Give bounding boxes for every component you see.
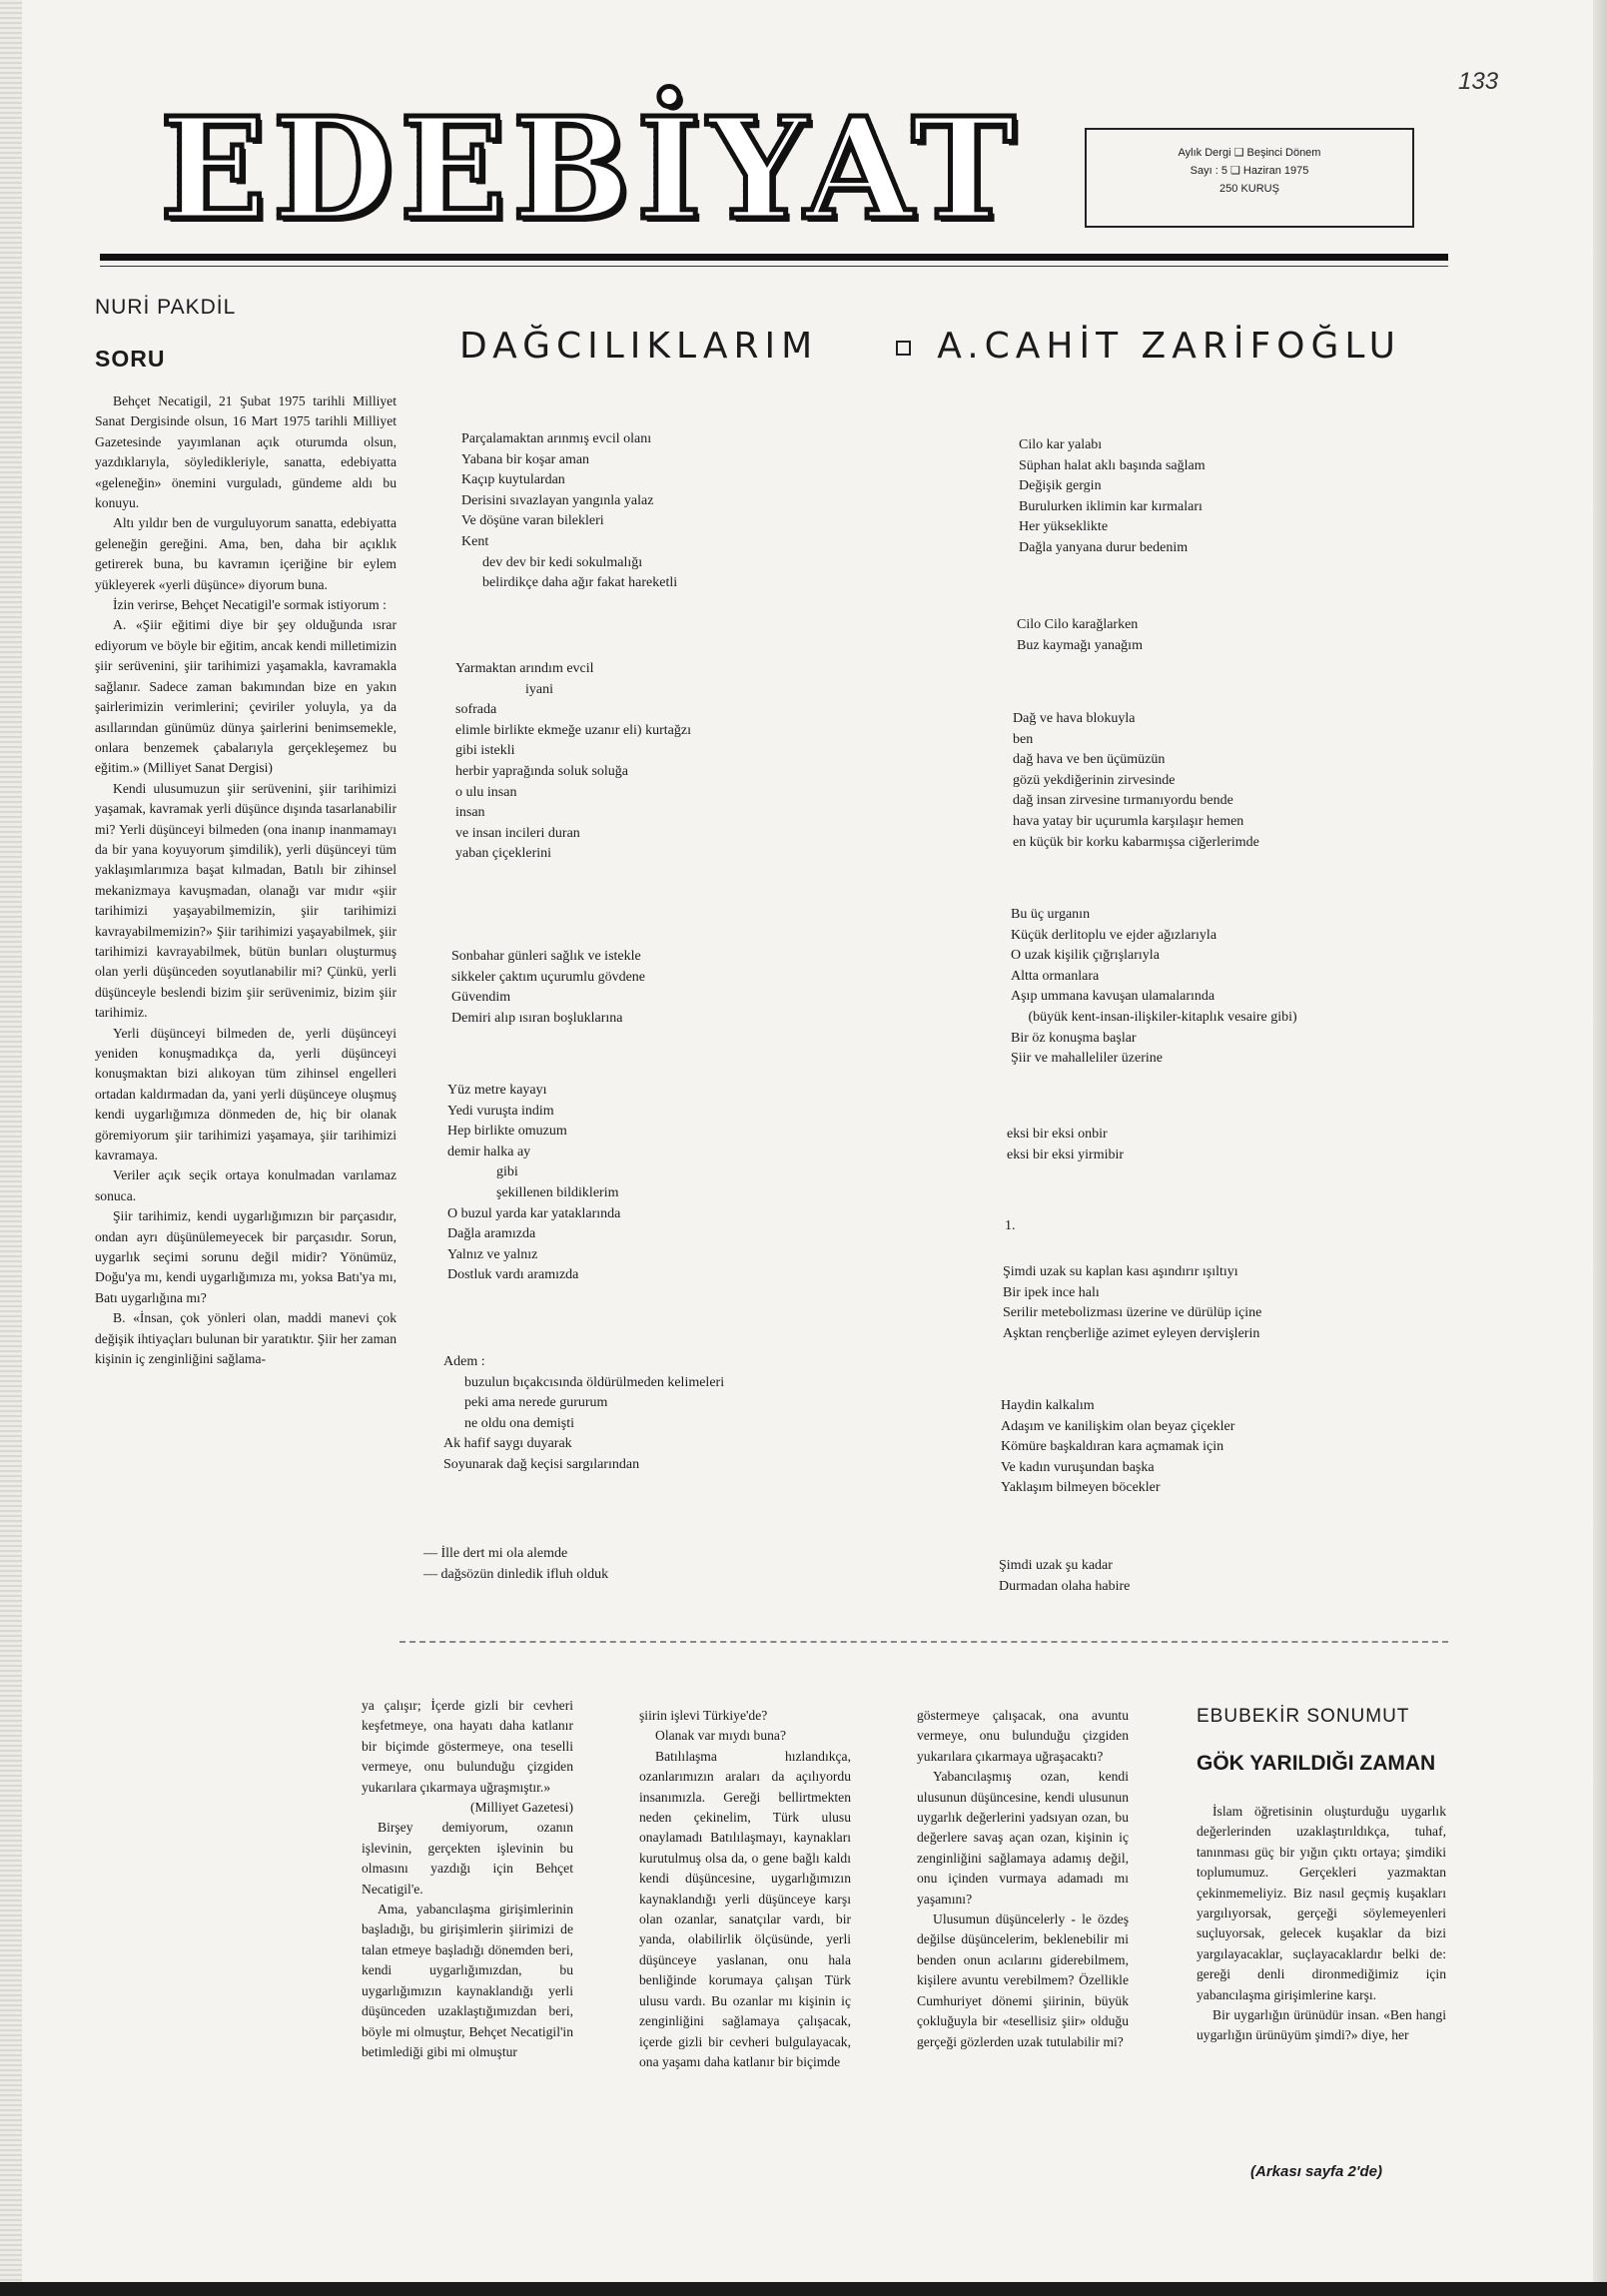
poem-stanza: — İlle dert mi ola alemde — dağsözün dinledik ifluh olduk <box>423 1546 609 1582</box>
right-article-author: EBUBEKİR SONUMUT <box>1197 1706 1410 1727</box>
page-edge-bottom <box>0 2282 1607 2296</box>
poem-stanza: Parçalamaktan arınmış evcil olanı Yabana bir koşar aman Kaçıp kuytulardan Derisini sıvazlayan yangınla yalaz Ve döşüne varan bilekleri Kent dev dev bir kedi sokulmalığı belirdikçe daha ağır fakat hareketli <box>461 431 678 591</box>
page-number: 133 <box>1458 68 1499 95</box>
paragraph: Yerli düşünceyi bilmeden de, yerli düşünceyi yeniden konuşmadıkça da, yerli düşünceyi konuşmaktan bizi alıkoyan tüm zihinsel engelleri ortadan kaldırmadan da, yani yerli düşünceye oluşmuş kendi uygarlığımıza dönmeden de, hiç bir olanak göremiyorum şiir tarihimizi yaşamaya, şiir tarihimizi kavramaya. <box>95 1025 397 1163</box>
right-article-title: GÖK YARILDIĞI ZAMAN <box>1197 1752 1436 1775</box>
paragraph: göstermeye çalışacak, ona avuntu vermeye, onu bulunduğu çizgiden yukarılara çıkarmaya uğraşacaktı? <box>917 1708 1129 1764</box>
issue-info-line: 250 KURUŞ <box>1219 183 1279 195</box>
poem-stanza: Şimdi uzak şu kadar Durmadan olaha habire <box>999 1558 1131 1594</box>
poem-author: A.CAHİT ZARİFOĞLU <box>937 326 1402 367</box>
poem-stanza: Cilo kar yalabı Süphan halat aklı başında sağlam Değişik gergin Burulurken iklimin kar kırmaları Her yükseklikte Dağla yanyana durur bedenim <box>1019 437 1205 555</box>
poem-stanza: eksi bir eksi onbir eksi bir eksi yirmibir <box>1007 1127 1125 1162</box>
poem-title: DAĞCILIKLARIM <box>459 326 819 367</box>
issue-info-box <box>1085 128 1414 228</box>
poem-stanza: Bu üç urganın Küçük derlitoplu ve ejder ağızlarıyla O uzak kişilik çığrışlarıyla Altta ormanlara Aşıp ummana kavuşan ulamalarında (büyük kent-insan-ilişkiler-kitaplık vesaire gibi) Bir öz konuşma başlar Şiir ve mahalleliler üzerine <box>1011 907 1297 1067</box>
bottom-column-2 <box>639 1706 851 2072</box>
poem-stanza: Cilo Cilo karağlarken Buz kaymağı yanağım <box>1017 617 1143 653</box>
paragraph: şiirin işlevi Türkiye'de? <box>639 1708 768 1723</box>
masthead: EDEBİYAT <box>160 88 1022 252</box>
paragraph: Şiir tarihimiz, kendi uygarlığımızın bir parçasıdır, ondan ayrı düşünülemeyecek bir parçasıdır. Sorun, uygarlık seçimi sorunu değil midir? Yönümüz, Doğu'ya mı, kendi uygarlığımıza mı, yoksa Batı'ya mı, Batı uygarlığına mı? <box>95 1208 397 1305</box>
header-rule <box>100 254 1448 261</box>
poem-stanza: Dağ ve hava blokuyla ben dağ hava ve ben üçümüzün gözü yekdiğerinin zirvesinde dağ insan zirvesine tırmanıyordu bende hava yatay bir uçurumla karşılaşır hemen en küçük bir korku kabarmışsa ciğerlerimde <box>1013 711 1259 850</box>
source-note: (Milliyet Gazetesi) <box>469 1800 573 1816</box>
continued-note: (Arkası sayfa 2'de) <box>1250 2163 1382 2180</box>
paragraph: ya çalışır; İçerde gizli bir cevheri keşfetmeye, ona hayatı daha katlanır bir biçimde göstermeye, ona teselli vermeye, onu bulunduğu çizgiden yukarılara çıkarmaya uğraşmıştır.» <box>362 1698 573 1795</box>
paragraph: Olanak var mıydı buna? <box>655 1728 786 1744</box>
header-rule-thin <box>100 266 1448 267</box>
page-edge-left <box>0 0 22 2296</box>
poem-stanza: Sonbahar günleri sağlık ve istekle sikkeler çaktım uçurumlu gövdene Güvendim Demiri alıp ısıran boşluklarına <box>451 949 645 1026</box>
bottom-column-4 <box>1197 1802 1446 2046</box>
poem-heading <box>459 326 1401 367</box>
paragraph: İzin verirse, Behçet Necatigil'e sormak istiyorum : <box>113 597 387 613</box>
bottom-column-3 <box>917 1706 1129 2052</box>
paragraph: Batılılaşma hızlandıkça, ozanlarımızın araları da açılıyordu insanımızla. Gereği bellirtmekten neden çekinelim, Türk ulusu onaylamadı Batılılaşmayı, kaynakları kurutulmuş olsa da, o gene bağlı kaldı kendi düşüncesine, uygarlığımızın kaynaklandığı yerli düşünceye karşı olan ozanlar, sanatçılar vardı, bir yanda, olabilirlik ölçüsünde, yerli düşünceye yaslanan, onu hala benliğinde korumaya çalışan Türk ulusu vardı. Bu ozanlar mı kişinin iç zenginliğini sağlamaya çalışacak, içerde gizli bir cevheri bulgulayacak, ona yaşamı daha katlanır bir biçimde <box>639 1748 851 2069</box>
paragraph: Veriler açık seçik ortaya konulmadan varılamaz sonuca. <box>95 1167 397 1203</box>
left-article-body <box>95 391 397 1370</box>
paragraph: Bir uygarlığın ürünüdür insan. «Ben hangi uygarlığın ürünüyüm şimdi?» diye, her <box>1197 2007 1446 2043</box>
paragraph: A. «Şiir eğitimi diye bir şey olduğunda ısrar ediyorum ve böyle bir eğitim, ancak kendi milletimizin şiir serüvenini, şiir tarihimizi yaşamakla, kavramakla sağlanır. Sadece zaman bakımından bize en yakın şairlerimizin verimlerini; çeviriler yoluyla, ya da asıllarından günümüz dünya şairlerini benimsemekle, onlara benzemek çabalarıyla gerçekleşemez bu eğitim.» (Milliyet Sanat Dergisi) <box>95 617 397 776</box>
issue-info-line: Sayı : 5 ❑ Haziran 1975 <box>1190 165 1309 177</box>
paragraph: Yabancılaşmış ozan, kendi ulusunun düşüncesine, kendi ulusunun uygarlık değerlerini yadsıyan ozan, bu değerlere savaş açan ozan, kişinin iç zenginliğini sağlamaya adamış değil, onu içinden vurmaya adamadı mı yaşamını? <box>917 1769 1129 1907</box>
paragraph: Altı yıldır ben de vurguluyorum sanatta, edebiyatta geleneğin gereğini. Ama, ben, daha bir açıklık getirerek buna, bu kavramın içeriğine bir eylem yükleyerek «yerli düşünce» diyorum buna. <box>95 515 397 592</box>
paragraph: Behçet Necatigil, 21 Şubat 1975 tarihli Milliyet Sanat Dergisinde olsun, 16 Mart 1975 tarihli Milliyet Gazetesinde yayımlanan açık oturumda olsun, yazdıklarıyla, söyledikleriyle, sanatta, edebiyatta «geleneğin» önemini vurguladı, gündeme aldı bu konuyu. <box>95 393 397 511</box>
issue-info-line: Aylık Dergi ❑ Beşinci Dönem <box>1178 147 1321 159</box>
poem-stanza: Yüz metre kayayı Yedi vuruşta indim Hep birlikte omuzum demir halka ay gibi şekillenen bildiklerim O buzul yarda kar yataklarında Dağla aramızda Yalnız ve yalnız Dostluk vardı aramızda <box>447 1083 621 1283</box>
left-article-author: NURİ PAKDİL <box>95 296 237 319</box>
title-separator-box <box>896 341 911 356</box>
poem-stanza: 1. <box>1005 1218 1016 1233</box>
paragraph: Ulusumun düşüncelerly - le özdeş değilse düşüncelerim, beklenebilir mi benden onun acılarını giderebilmem, kişilere avuntu verebilmem? Özellikle Cumhuriyet dönemi şiirinin, büyük çokluğuyla bir «tesellisiz şiir» olduğu gerçeği gözlerden uzak tutulabilir mi? <box>917 1912 1129 2049</box>
poem-stanza: Yarmaktan arındım evcil iyani sofrada elimle birlikte ekmeğe uzanır eli) kurtağzı gibi istekli herbir yaprağında soluk soluğa o ulu insan insan ve insan incileri duran yaban çiçeklerini <box>455 661 691 862</box>
section-divider <box>400 1641 1448 1643</box>
paragraph: İslam öğretisinin oluşturduğu uygarlık değerlerinden uzaklaştırıldıkça, tuhaf, tanınması güç bir yığın çıktı ortaya; şimdiki toplumumuz. Gerçekleri yazmaktan çekinmemeliyiz. Biz nasıl geçmiş kuşakları yargılıyorsak, gerçeği söylemeyenleri suçluyorsak, gelecek kuşaklar da bizi yargılayacaklar, suçlayacaklardır belki de: gereği denli dironmediğimiz için yabancılaşma girişimlerine karşı. <box>1197 1804 1446 2002</box>
paragraph: Kendi ulusumuzun şiir serüvenini, şiir tarihimizi yaşamak, kavramak yerli düşünce dışında tasarlanabilir mi? Yerli düşünceyi bilmeden (ona inanıp inanmamayı da bir yana koyuyorum şimdilik), yerli düşünceyi tüm yaklaşımlarımıza başat kılmadan, Batılı bir zihinsel mekanizmaya kavuşmadan, olanağı var mıdır «şiir tarihimizi yaşayabilmemizin, şiir tarihimizi kavrayabilmemizin?» Şiir tarihimizi yaşayabilmek, şiir tarihimizi kavrayabilmek, bütün bunları oluşturmuş olan yerli düşünceden soyutlanabilir mi? Çünkü, yerli düşünceyle beslendi bizim şiir serüvenimiz, bizim şiir tarihimiz. <box>95 780 397 1021</box>
paragraph: Ama, yabancılaşma girişimlerinin başladığı, bu girişimlerin şiirimizi de talan etmeye başladığı dönemden beri, kendi uygarlığımızdan, bu uygarlığımızın kaynaklandığı yerli düşünceden uzaklaştığımızdan beri, böyle mi olmuştur, Behçet Necatigil'in betimlediği gibi mi olmuştur <box>362 1902 573 2059</box>
paragraph: B. «İnsan, çok yönleri olan, maddi manevi çok değişik ihtiyaçları bulunan bir yaratıktır. Şiir her zaman kişinin iç zenginliğini sağlama- <box>95 1310 397 1367</box>
poem-stanza: Adem : buzulun bıçakcısında öldürülmeden kelimeleri peki ama nerede gururum ne oldu ona demişti Ak hafif saygı duyarak Soyunarak dağ keçisi sargılarından <box>443 1354 725 1472</box>
page-edge-right <box>1593 0 1607 2296</box>
poem-stanza: Haydin kalkalım Adaşım ve kanilişkim olan beyaz çiçekler Kömüre başkaldıran kara açmamak için Ve kadın vuruşundan başka Yaklaşım bilmeyen böcekler <box>1001 1398 1235 1496</box>
bottom-column-1 <box>362 1696 573 2062</box>
poem-stanza: Şimdi uzak su kaplan kası aşındırır ışıltıyı Bir ipek ince halı Serilir metebolizması üzerine ve dürülüp içine Aşktan rençberliğe azimet eyleyen dervişlerin <box>1003 1264 1262 1341</box>
paragraph: Birşey demiyorum, ozanın işlevinin, gerçekten işlevinin bu olmasını yazdığı için Behçet Necatigil'e. <box>362 1820 573 1897</box>
left-article-title: SORU <box>95 346 166 372</box>
